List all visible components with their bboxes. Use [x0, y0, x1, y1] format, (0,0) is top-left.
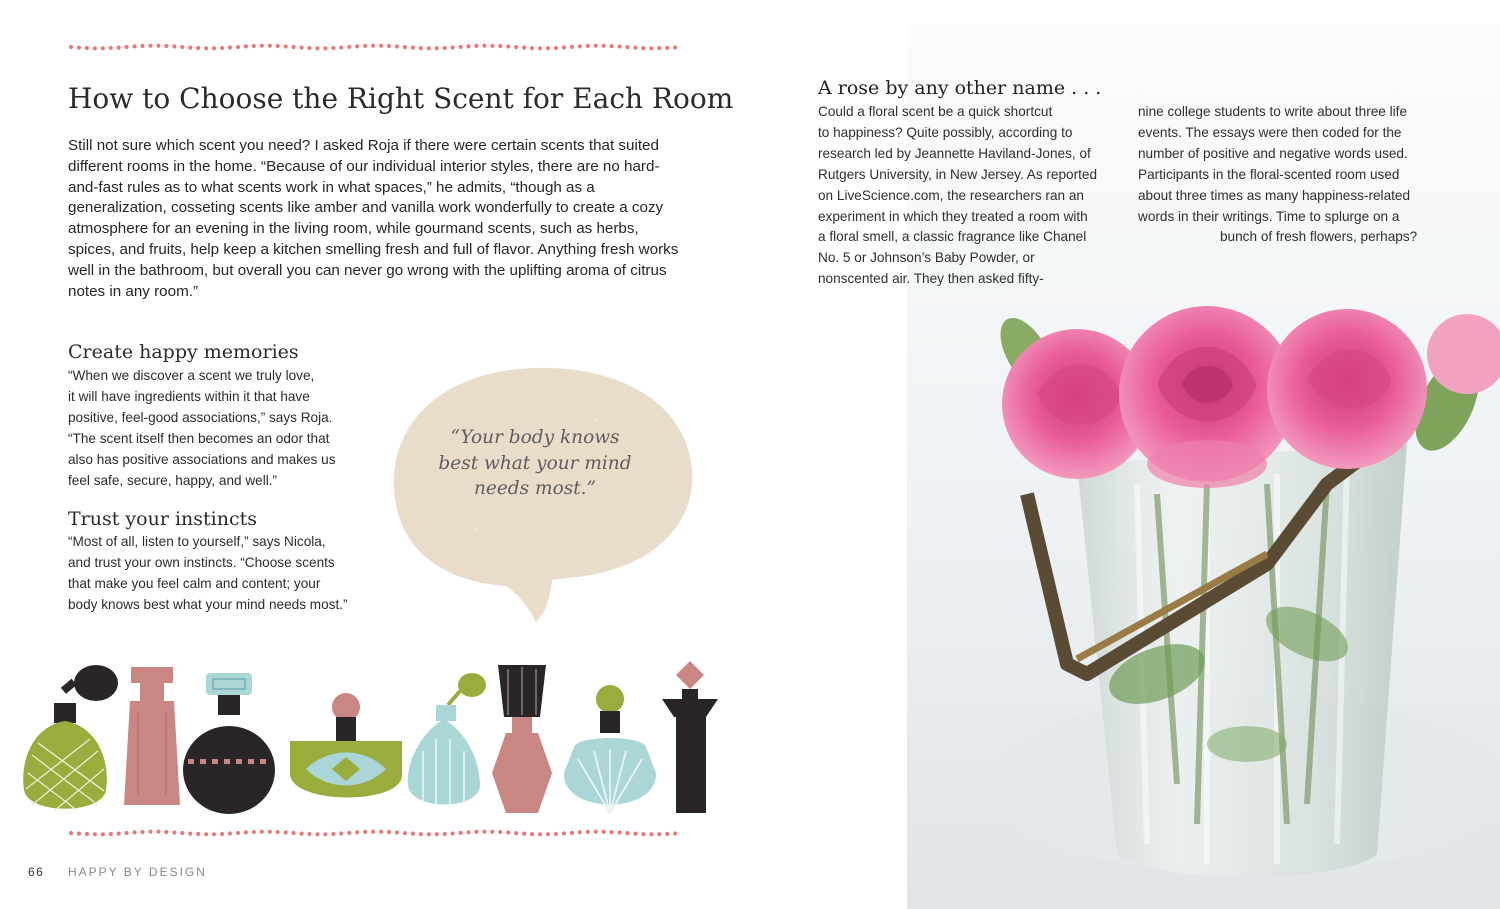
heading-a-rose-by-any-other-name: A rose by any other name . . . — [818, 77, 1102, 99]
rose-faceted-bottle-icon — [492, 665, 552, 813]
text-create-happy-memories — [68, 366, 368, 491]
text-line: to happiness? Quite possibly, according to — [818, 124, 1073, 140]
text-line: about three times as many happiness-related — [1138, 187, 1411, 203]
top-dotted-rule — [68, 43, 682, 51]
text-line: Could a floral scent be a quick shortcut — [818, 104, 1053, 119]
text-line: No. 5 or Johnson’s Baby Powder, or — [818, 250, 1035, 266]
text-line: Participants in the floral-scented room used — [1138, 166, 1400, 182]
text-line: it will have ingredients within it that have — [68, 388, 310, 404]
pull-quote-line: best what your mind — [438, 452, 632, 474]
text-line: positive, feel-good associations,” says Roja. — [68, 409, 333, 425]
page-number: 66 — [28, 865, 45, 879]
text-line: also has positive associations and makes us — [68, 451, 336, 467]
heading-trust-your-instincts: Trust your instincts — [68, 508, 257, 530]
pull-quote-line: “Your body knows — [450, 427, 620, 448]
text-trust-your-instincts — [68, 532, 378, 616]
text-line: “Most of all, listen to yourself,” says Nicola, — [68, 534, 326, 549]
pull-quote — [420, 425, 650, 502]
text-line: nonscented air. They then asked fifty- — [818, 271, 1044, 287]
text-line: “The scent itself then becomes an odor that — [68, 430, 330, 446]
olive-atomizer-bottle-icon — [23, 665, 118, 811]
aqua-atomizer-bottle-icon — [408, 673, 486, 807]
text-line: feel safe, secure, happy, and well.” — [68, 472, 278, 488]
text-line: number of positive and negative words used. — [1138, 145, 1408, 161]
bottom-dotted-rule — [68, 829, 682, 837]
pull-quote-line: needs most.” — [474, 478, 596, 499]
aqua-fan-bottle-icon — [564, 685, 656, 813]
text-line: and trust your own instincts. “Choose scents — [68, 554, 335, 570]
right-column-2 — [1138, 102, 1438, 248]
rose-tall-bottle-icon — [124, 667, 180, 805]
text-line: on LiveScience.com, the researchers ran an — [818, 187, 1084, 203]
text-line: that make you feel calm and content; your — [68, 575, 321, 591]
text-line: a floral smell, a classic fragrance like Chanel — [818, 229, 1087, 245]
text-line: Rutgers University, in New Jersey. As reported — [818, 166, 1098, 182]
text-line: words in their writings. Time to splurge on a — [1138, 208, 1400, 224]
perfume-bottles-illustration — [18, 655, 723, 820]
text-line: research led by Jeannette Haviland-Jones, of — [818, 145, 1091, 161]
text-line: nine college students to write about three life — [1138, 104, 1408, 119]
charcoal-round-bottle-icon — [183, 673, 275, 814]
text-line: events. The essays were then coded for the — [1138, 124, 1402, 140]
text-line: body knows best what your mind needs most.” — [68, 596, 348, 612]
text-line: “When we discover a scent we truly love, — [68, 368, 315, 383]
text-line: bunch of fresh flowers, perhaps? — [1220, 229, 1418, 245]
text-line: experiment in which they treated a room with — [818, 208, 1088, 224]
intro-paragraph — [68, 136, 688, 302]
intro-text: Still not sure which scent you need? I asked Roja if there were certain scents that suited different rooms in the home. “Because of our individual interior styles, there are no hard-and-fast rules as to what scents work in what spaces,” he admits, “though as a generalization, cosseting scents like amber and vanilla work wonderfully to create a cozy atmosphere for an evening in the living room, while gourmand scents, such as herbs, spices, and fruits, help keep a kitchen smelling fresh and full of flavor. Anything fresh works well in the bathroom, but overall you can never go wrong with the uplifting aroma of citrus notes in any room.” — [68, 137, 679, 300]
heading-create-happy-memories: Create happy memories — [68, 341, 299, 363]
page-title: How to Choose the Right Scent for Each Room — [68, 82, 734, 115]
olive-squat-bottle-icon — [290, 693, 402, 798]
right-column-1 — [818, 102, 1118, 290]
charcoal-column-bottle-icon — [662, 661, 718, 813]
running-head: HAPPY BY DESIGN — [68, 865, 207, 879]
